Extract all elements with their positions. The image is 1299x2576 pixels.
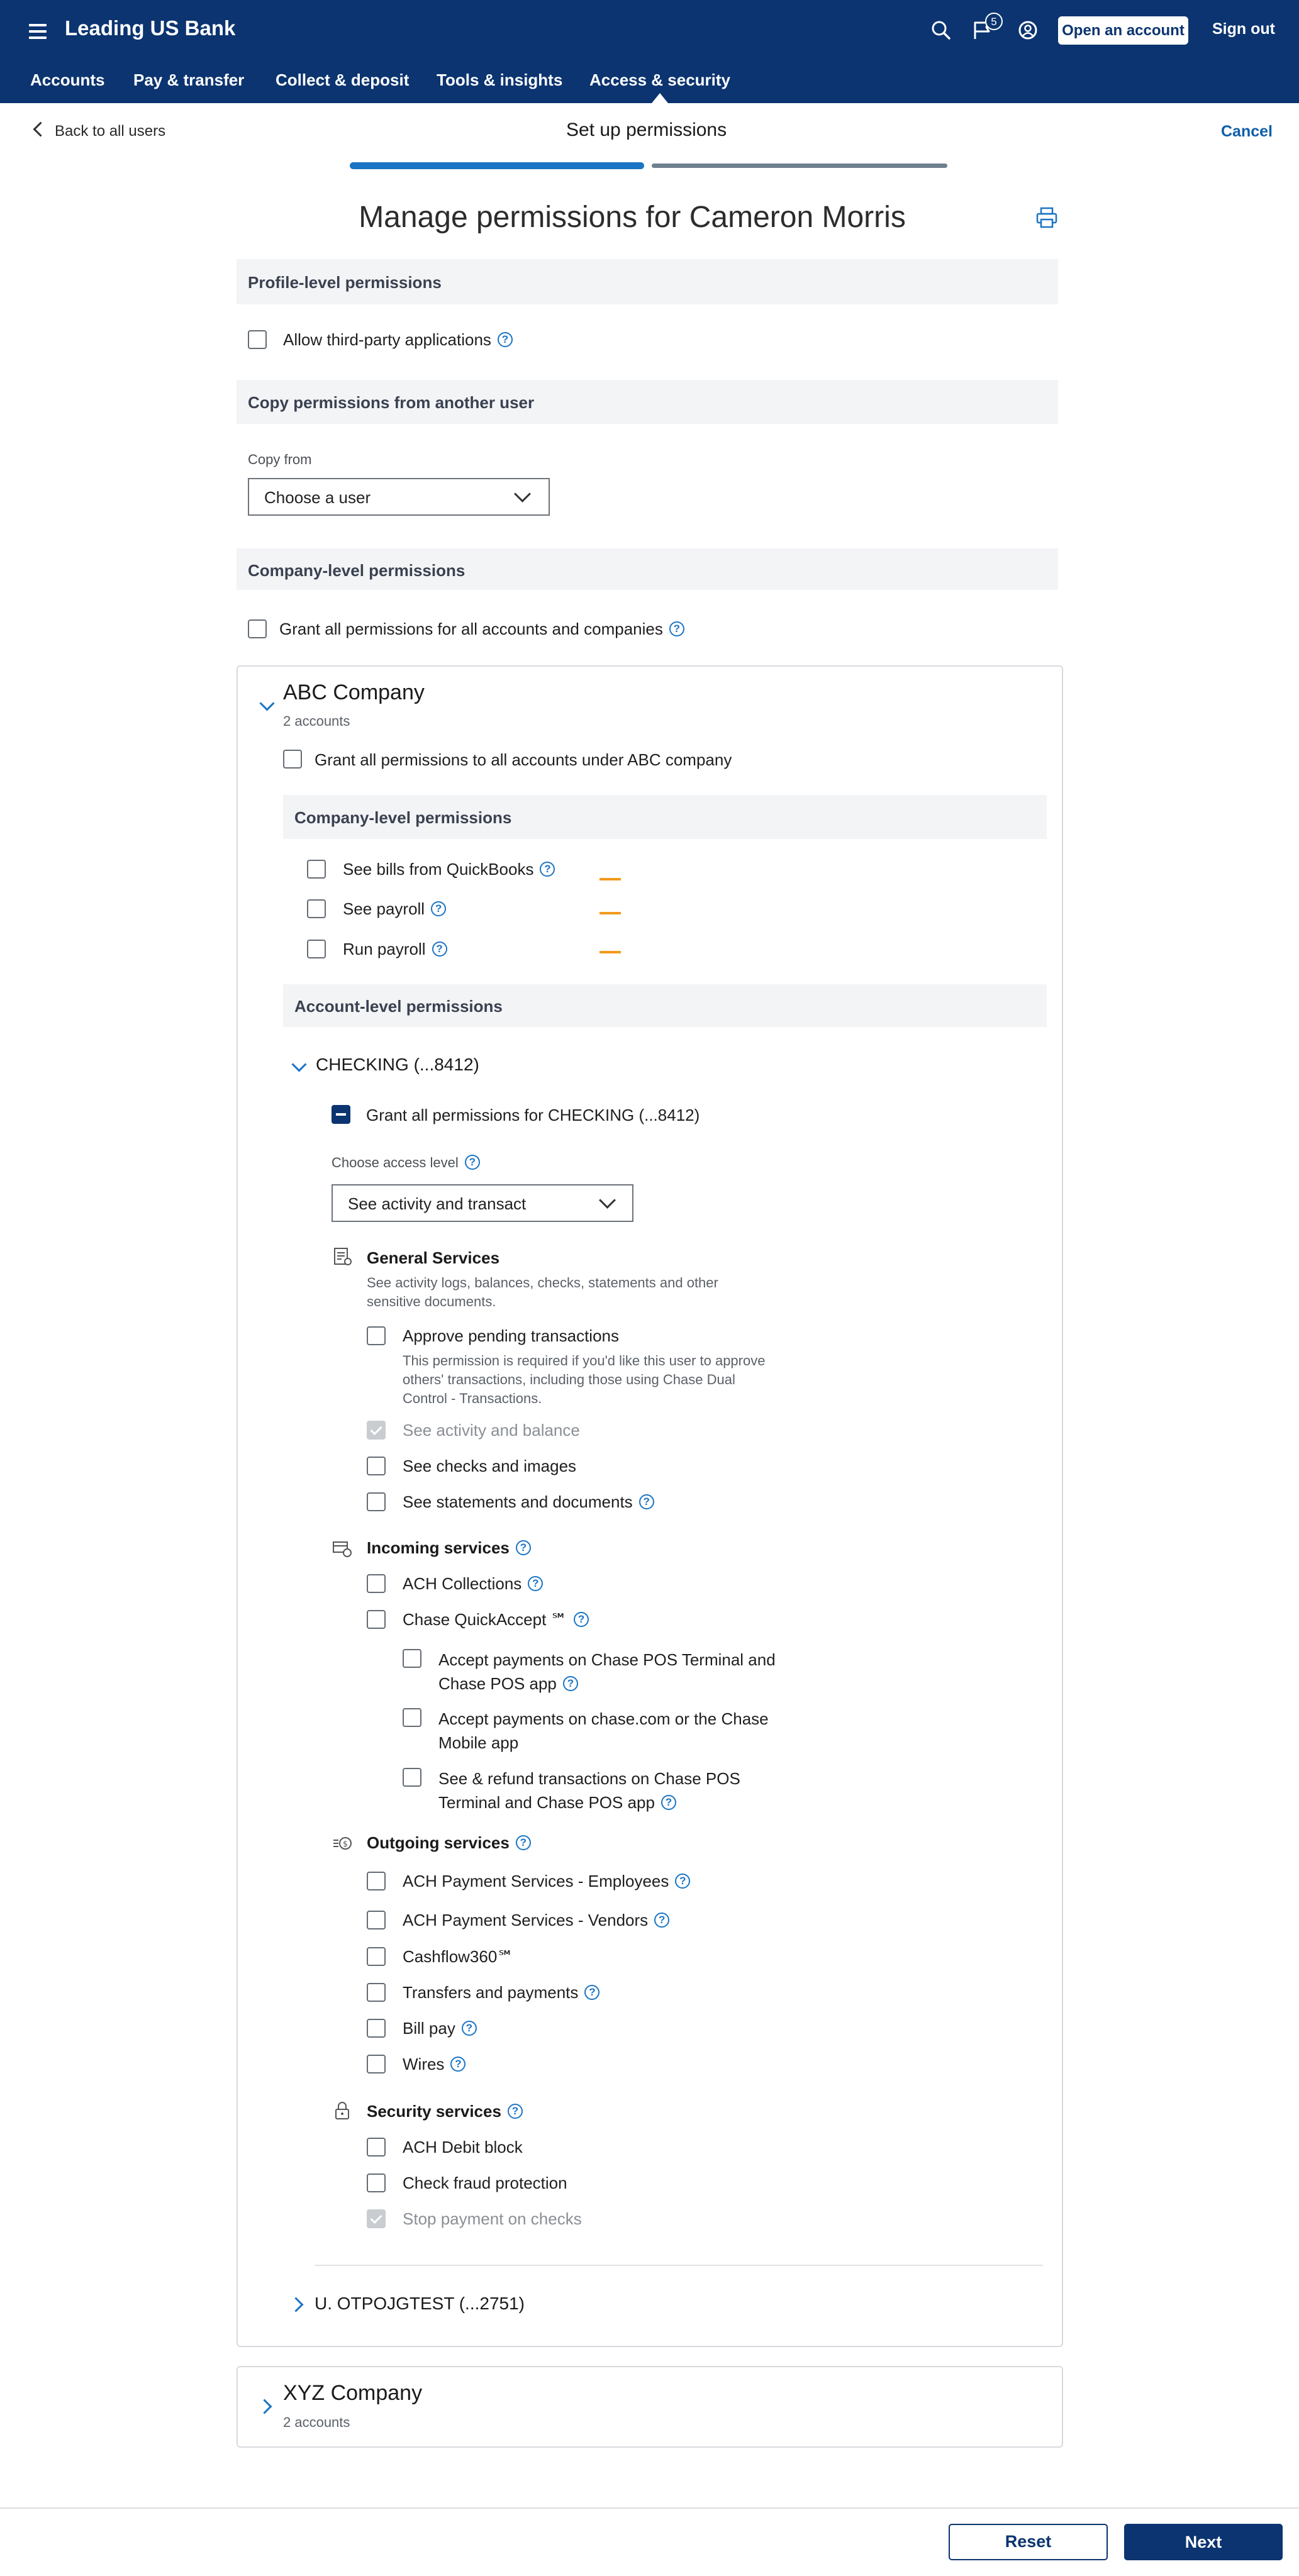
incoming-icon [332,1538,352,1558]
quickaccept-label: Chase QuickAccept ℠ ? [403,1610,589,1629]
transfers-payments-label: Transfers and payments ? [403,1983,599,2002]
next-button[interactable]: Next [1124,2524,1283,2560]
stop-payment-label: Stop payment on checks [403,2209,582,2228]
help-icon[interactable]: ? [654,1913,669,1928]
third-party-label: Allow third-party applications ? [283,330,513,350]
see-activity-label: See activity and balance [403,1421,580,1440]
company-permissions-heading: Company-level permissions [248,561,466,580]
lock-icon [332,2101,352,2121]
print-icon[interactable] [1034,205,1059,230]
help-icon[interactable]: ? [432,941,447,957]
approve-pending-label: Approve pending transactions [403,1326,620,1345]
progress-step-2 [652,164,947,168]
help-icon[interactable]: ? [516,1540,531,1555]
run-payroll-checkbox[interactable] [307,940,326,958]
brand-name[interactable]: Leading US Bank [65,16,236,40]
help-icon[interactable]: ? [462,2021,477,2036]
xyz-accounts-count: 2 accounts [283,2414,350,2430]
transfers-payments-checkbox[interactable] [367,1983,386,2002]
nav-tools-insights[interactable]: Tools & insights [437,70,563,89]
run-payroll-label: Run payroll ? [343,940,447,959]
approve-pending-desc: This permission is required if you'd like this user to approve others' transactions, including those using Chase Dual Control - Transactions. [403,1353,766,1406]
see-statements-checkbox[interactable] [367,1492,386,1511]
see-checks-label: See checks and images [403,1457,577,1475]
see-payroll-label: See payroll ? [343,899,446,919]
pos-terminal-checkbox[interactable] [403,1649,421,1668]
bill-pay-checkbox[interactable] [367,2019,386,2038]
outgoing-services-title: Outgoing services ? [367,1833,531,1853]
otpojgtest-account-title[interactable]: U. OTPOJGTEST (...2751) [315,2294,525,2313]
see-bills-checkbox[interactable] [307,860,326,879]
ach-debit-block-checkbox[interactable] [367,2138,386,2157]
progress-step-1 [350,162,644,169]
ach-employees-checkbox[interactable] [367,1872,386,1890]
nav-access-security[interactable]: Access & security [589,70,731,89]
cancel-link[interactable]: Cancel [1221,123,1273,140]
see-statements-label: See statements and documents ? [403,1492,654,1512]
cashflow360-checkbox[interactable] [367,1947,386,1966]
open-account-button[interactable]: Open an account [1058,16,1188,45]
check-fraud-label: Check fraud protection [403,2174,567,2192]
grant-all-companies-label: Grant all permissions for all accounts and companies ? [279,619,684,639]
general-services-desc: See activity logs, balances, checks, statements and other sensitive documents. [367,1275,718,1309]
help-icon[interactable]: ? [450,2057,466,2072]
general-services-title: General Services [367,1248,500,1267]
ach-vendors-label: ACH Payment Services - Vendors ? [403,1911,669,1930]
see-bills-label: See bills from QuickBooks ? [343,860,555,879]
help-icon[interactable]: ? [528,1576,543,1591]
help-icon[interactable]: ? [675,1874,690,1889]
sign-out-link[interactable]: Sign out [1212,20,1275,38]
grant-all-abc-checkbox[interactable] [283,750,302,769]
stop-payment-checkbox [367,2209,386,2228]
help-icon[interactable]: ? [465,1155,480,1170]
help-icon[interactable]: ? [669,621,684,636]
security-services-title: Security services ? [367,2102,523,2121]
status-dash [599,878,621,880]
quickaccept-checkbox[interactable] [367,1610,386,1629]
wires-label: Wires ? [403,2055,466,2074]
help-icon[interactable]: ? [661,1795,676,1810]
grant-all-companies-checkbox[interactable] [248,619,267,638]
incoming-services-title: Incoming services ? [367,1538,531,1558]
abc-accounts-count: 2 accounts [283,713,350,729]
wires-checkbox[interactable] [367,2055,386,2074]
pos-terminal-label: Accept payments on Chase POS Terminal and Chase POS app ? [438,1650,776,1693]
top-header [0,0,1299,103]
grant-all-abc-label: Grant all permissions to all accounts under ABC company [315,750,732,769]
abc-company-permissions-heading: Company-level permissions [294,808,512,827]
xyz-company-card [237,2366,1063,2448]
outgoing-icon [332,1833,352,1853]
nav-pay-transfer[interactable]: Pay & transfer [133,70,245,89]
copy-from-label: Copy from [248,452,312,467]
approve-pending-checkbox[interactable] [367,1326,386,1345]
chevron-left-icon [33,121,48,136]
help-icon[interactable]: ? [584,1985,599,2000]
nav-collect-deposit[interactable]: Collect & deposit [276,70,410,89]
nav-accounts[interactable]: Accounts [30,70,105,89]
ach-vendors-checkbox[interactable] [367,1911,386,1929]
chevron-down-icon [599,1192,616,1209]
chevron-down-icon [514,486,531,502]
copy-permissions-heading: Copy permissions from another user [248,393,535,412]
refund-transactions-label: See & refund transactions on Chase POS Terminal and Chase POS app ? [438,1769,740,1812]
notification-badge: 5 [985,13,1003,30]
profile-permissions-heading: Profile-level permissions [248,273,442,292]
page-title: Manage permissions for Cameron Morris [359,201,906,234]
checking-account-title[interactable]: CHECKING (...8412) [316,1055,479,1074]
access-level-value: See activity and transact [348,1194,527,1213]
help-icon[interactable]: ? [563,1676,578,1691]
cashflow360-label: Cashflow360℠ [403,1947,514,1966]
copy-from-select[interactable] [248,478,550,516]
back-to-users-link[interactable] [35,123,165,140]
ach-employees-label: ACH Payment Services - Employees ? [403,1872,690,1891]
help-icon[interactable]: ? [508,2104,523,2119]
third-party-checkbox[interactable] [248,330,267,349]
copy-from-value: Choose a user [264,488,371,507]
chase-mobile-label: Accept payments on chase.com or the Chase Mobile app [438,1709,769,1752]
footer-divider [0,2507,1299,2509]
help-icon[interactable]: ? [574,1612,589,1627]
help-icon[interactable]: ? [498,332,513,347]
status-dash [599,951,621,953]
help-icon[interactable]: ? [431,901,446,916]
ach-debit-block-label: ACH Debit block [403,2138,523,2157]
status-dash [599,912,621,914]
help-icon[interactable]: ? [516,1835,531,1850]
xyz-company-name[interactable]: XYZ Company [283,2381,423,2405]
abc-company-name[interactable]: ABC Company [283,680,425,704]
see-activity-checkbox [367,1421,386,1440]
access-level-label: Choose access level ? [332,1155,480,1171]
help-icon[interactable]: ? [540,862,555,877]
access-level-select[interactable] [332,1184,633,1222]
search-icon[interactable] [928,18,954,43]
check-fraud-checkbox[interactable] [367,2174,386,2192]
grant-all-checking-label: Grant all permissions for CHECKING (...8412) [366,1106,700,1124]
back-link-label: Back to all users [55,123,166,140]
chase-mobile-checkbox[interactable] [403,1708,421,1727]
reset-button[interactable]: Reset [949,2524,1108,2560]
bill-pay-label: Bill pay ? [403,2019,477,2038]
hamburger-menu-icon[interactable] [29,24,47,36]
divider [315,2265,1043,2266]
ach-collections-checkbox[interactable] [367,1574,386,1593]
grant-all-checking-checkbox[interactable] [332,1105,350,1124]
help-icon[interactable]: ? [639,1494,654,1509]
active-nav-indicator [652,93,668,103]
profile-icon[interactable] [1015,18,1040,43]
step-title: Set up permissions [566,119,727,140]
see-checks-checkbox[interactable] [367,1457,386,1475]
refund-transactions-checkbox[interactable] [403,1768,421,1787]
ach-collections-label: ACH Collections ? [403,1574,543,1594]
svg-text:$: $ [343,1840,348,1848]
see-payroll-checkbox[interactable] [307,899,326,918]
account-permissions-heading: Account-level permissions [294,997,503,1016]
document-icon [332,1246,352,1267]
